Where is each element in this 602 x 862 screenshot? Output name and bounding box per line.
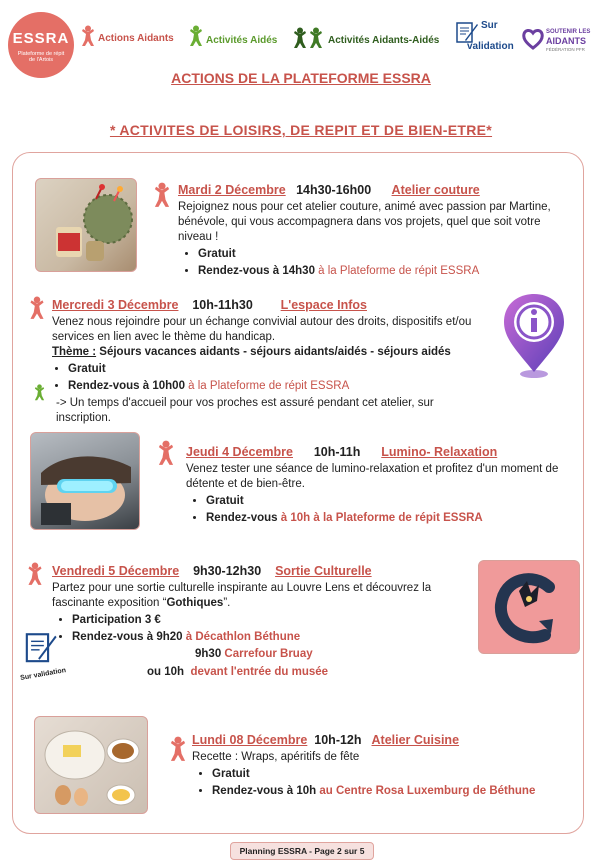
event-description: Partez pour une sortie culturelle inspirante au Louvre Lens et découvrez la fascinante exposition “Gothiques”. (52, 582, 432, 609)
cooking-icon (35, 717, 147, 813)
event-description: Rejoignez nous pour cet atelier couture, animé avec passion par Martine, bénévole, qui vous accompagnera dans vos projets, quel que soit votre niveau ! (178, 201, 551, 243)
event-time: 14h30-16h00 (296, 183, 372, 197)
person-red-icon (156, 440, 176, 471)
event-meeting-3: ou 10h devant l'entrée du musée (147, 666, 329, 678)
event-meeting: • Rendez-vous à 9h20 à Décathlon Béthune (72, 630, 472, 645)
event-meeting-2: 9h30 Carrefour Bruay (195, 648, 313, 660)
partner-line-2: AIDANTS (546, 36, 586, 46)
event-name: L'espace Infos (280, 298, 367, 312)
event-time: 10h-12h (314, 733, 362, 747)
event-date: Jeudi 4 Décembre (186, 445, 293, 459)
event-description: Venez tester une séance de lumino-relaxation et profitez d'un moment de détente et de bien-être. (186, 463, 559, 490)
nav-label: Activités Aidants-Aidés (328, 35, 440, 46)
event-time: 9h30-12h30 (193, 564, 262, 578)
event-sortie-culturelle (52, 564, 472, 680)
nav-label-1: Sur (481, 20, 498, 31)
section-title: * ACTIVITES DE LOISIRS, DE REPIT ET DE BIEN-ETRE* (109, 122, 493, 138)
event-name: Atelier couture (391, 183, 480, 197)
event-time: 10h-11h (313, 445, 361, 459)
page-footer: Planning ESSRA - Page 2 sur 5 (230, 842, 374, 860)
event-espace-infos (52, 298, 482, 426)
person-green-icon (188, 25, 204, 47)
event-header (186, 445, 576, 460)
event-date: Lundi 08 Décembre (192, 733, 308, 747)
heart-logo-icon (522, 28, 544, 50)
person-red-icon (168, 736, 188, 767)
event-price: • Gratuit (206, 494, 576, 509)
event-name: Lumino- Relaxation (381, 445, 498, 459)
event-meeting: • Rendez-vous à 10h à la Plateforme de répit ESSRA (206, 511, 576, 526)
info-pin-icon (498, 290, 570, 387)
person-green-icon (33, 384, 46, 406)
logo-subtitle: Plateforme de répit de l'Artois (17, 51, 65, 63)
event-price: • Gratuit (198, 247, 563, 262)
event-note: -> Un temps d'accueil pour vos proches est assuré pendant cet atelier, sur inscription. (56, 397, 434, 424)
nav-label: Activités Aidés (206, 35, 278, 46)
event-header (192, 733, 572, 748)
event-price: • Gratuit (68, 362, 482, 377)
person-red-icon (26, 562, 44, 591)
event-header (178, 183, 563, 198)
event-meeting: • Rendez-vous à 10h00 à la Plateforme de répit ESSRA (68, 379, 482, 394)
event-name: Sortie Culturelle (275, 564, 372, 578)
event-couture (178, 183, 563, 281)
nav-label-2: validation (467, 41, 514, 52)
event-description: Venez nous rejoindre pour un échange convivial autour des droits, dispositifs et/ou services en lien avec le thème du handicap. (52, 316, 472, 343)
person-red-icon (152, 182, 172, 213)
logo-name: ESSRA (12, 30, 70, 47)
event-description: Recette : Wraps, apéritifs de fête (192, 751, 360, 763)
event-date: Vendredi 5 Décembre (52, 564, 180, 578)
sewing-icon (36, 179, 136, 271)
event-meeting: • Rendez-vous à 14h30 à la Plateforme de répit ESSRA (198, 264, 563, 279)
essra-logo (8, 12, 74, 78)
nav-label: Actions Aidants (98, 33, 174, 44)
partner-line-1: SOUTENIR LES (546, 29, 591, 35)
signed-document-icon (24, 630, 58, 664)
validation-label: Sur validation (19, 667, 67, 682)
gothic-gargoyle-icon (479, 561, 579, 653)
event-date: Mercredi 3 Décembre (52, 298, 179, 312)
event-theme: Thème : Séjours vacances aidants - séjours aidants/aidés - séjours aidés (52, 346, 451, 358)
event-time: 10h-11h30 (192, 298, 253, 312)
person-red-icon (80, 25, 96, 47)
person-red-icon (28, 296, 46, 325)
event-header (52, 298, 482, 313)
event-meeting: • Rendez-vous à 10h au Centre Rosa Luxemburg de Béthune (212, 784, 572, 799)
couture-photo (35, 178, 137, 272)
event-lumino (186, 445, 576, 528)
page-title: ACTIONS DE LA PLATEFORME ESSRA (171, 70, 431, 86)
event-cuisine (192, 733, 572, 801)
cuisine-photo (34, 716, 148, 814)
event-price: • Gratuit (212, 767, 572, 782)
validation-stamp (19, 630, 67, 682)
event-name: Atelier Cuisine (371, 733, 460, 747)
event-price: • Participation 3 € (72, 613, 472, 628)
lumino-photo (30, 432, 140, 530)
relaxation-icon (31, 433, 139, 529)
partner-line-3: FÉDÉRATION PFR (546, 47, 585, 52)
two-persons-icon (292, 27, 324, 49)
gothiques-photo (478, 560, 580, 654)
event-date: Mardi 2 Décembre (178, 183, 286, 197)
event-header (52, 564, 472, 579)
